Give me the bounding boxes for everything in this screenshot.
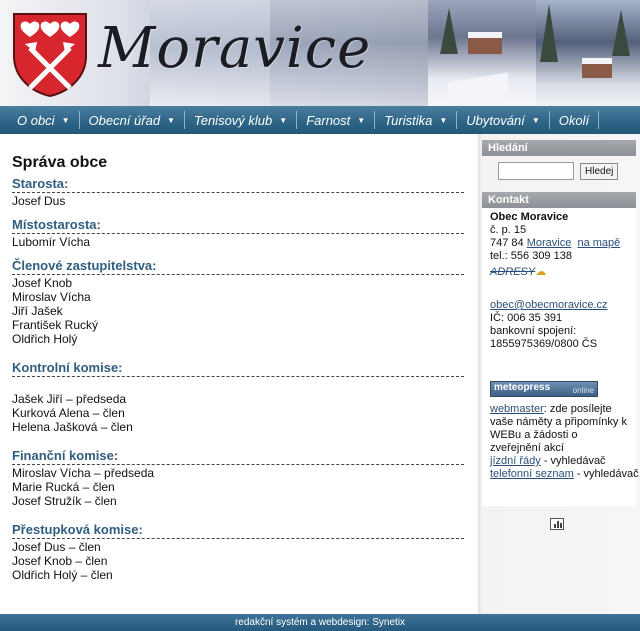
list-item: Jiří Jašek: [12, 304, 63, 318]
tree-icon: [540, 4, 558, 62]
caret-down-icon: ▼: [531, 115, 540, 125]
phonebook-row: [490, 468, 639, 481]
section-clenove-zastupitelstva: [12, 258, 464, 346]
nav-item-okoli[interactable]: [550, 106, 598, 134]
section-heading: Členové zastupitelstva:: [12, 258, 464, 275]
town-link[interactable]: Moravice: [526, 237, 572, 249]
people-list: [12, 235, 464, 249]
list-item: Miroslav Vícha: [12, 290, 91, 304]
map-link[interactable]: na mapě: [577, 237, 621, 249]
section-prestupkova-komise: [12, 522, 464, 582]
list-item: Miroslav Vícha – předseda: [12, 466, 155, 480]
header-banner: [0, 0, 640, 106]
list-item: Jašek Jiří – předseda: [12, 392, 127, 406]
search-button[interactable]: Hledej: [580, 163, 618, 180]
nav-item-label: O obci: [17, 112, 55, 128]
cloud-sun-icon: ☁: [535, 266, 547, 278]
nav-item-farnost[interactable]: [297, 106, 374, 134]
footer: [0, 614, 640, 631]
nav-item-label: Obecní úřad: [88, 112, 161, 128]
section-financni-komise: [12, 448, 464, 508]
list-item: Josef Dus: [12, 194, 66, 208]
caret-down-icon: ▼: [279, 115, 288, 125]
tree-icon: [440, 8, 458, 54]
search-box: [482, 140, 636, 180]
footer-text[interactable]: redakční systém a webdesign: Synetix: [234, 617, 406, 628]
nav-item-label: Turistika: [384, 112, 433, 128]
webmaster-text: : zde posílejte vaše náměty a připomínky k WEBu a žádosti o zveřejnění akcí: [490, 403, 627, 454]
bank-label: bankovní spojení:: [490, 325, 577, 337]
nav-item-obecni-urad[interactable]: [80, 106, 184, 134]
search-input[interactable]: [498, 162, 574, 180]
list-item: Josef Stružík – člen: [12, 494, 117, 508]
list-item: Lubomír Vícha: [12, 235, 91, 249]
nav-item-tenisovy-klub[interactable]: [185, 106, 296, 134]
email-row: [490, 299, 628, 312]
section-heading: Kontrolní komise:: [12, 360, 464, 377]
list-item: Josef Knob: [12, 276, 73, 290]
caret-down-icon: ▼: [357, 115, 366, 125]
nav-item-label: Ubytování: [466, 112, 525, 128]
nav-item-o-obci[interactable]: [8, 106, 79, 134]
main-content: [0, 134, 478, 614]
contact-box: [482, 192, 639, 506]
caret-down-icon: ▼: [439, 115, 448, 125]
tree-icon: [612, 10, 630, 56]
people-list: [12, 466, 464, 508]
nav-divider: [598, 111, 599, 129]
people-list: [12, 194, 464, 208]
meteopress-label: meteopress: [494, 382, 551, 393]
contact-postcode: 747 84: [490, 237, 524, 249]
list-item: František Rucký: [12, 318, 99, 332]
people-list: [12, 392, 464, 434]
webmaster-row: [490, 403, 628, 455]
caret-down-icon: ▼: [61, 115, 70, 125]
nav-item-label: Okolí: [558, 112, 590, 128]
contact-address: č. p. 15: [490, 224, 527, 236]
section-heading: Starosta:: [12, 176, 464, 193]
house-icon: [582, 58, 612, 78]
stats-chart-icon[interactable]: [550, 518, 564, 530]
timetable-text: - vyhledávač: [540, 455, 606, 467]
meteopress-sub: online: [572, 386, 594, 395]
coat-of-arms-icon[interactable]: [12, 12, 88, 98]
house-icon: [468, 32, 502, 54]
list-item: Oldřich Holý – člen: [12, 568, 113, 582]
bank-account: 1855975369/0800 ČS: [490, 338, 598, 350]
list-item: Helena Jašková – člen: [12, 420, 133, 434]
contact-name: Obec Moravice: [490, 211, 569, 223]
contact-phone: tel.: 556 309 138: [490, 250, 572, 262]
nav-item-turistika[interactable]: [375, 106, 456, 134]
people-list: [12, 540, 464, 582]
list-item: Oldřich Holý: [12, 332, 78, 346]
contact-box-body: [482, 208, 639, 506]
caret-down-icon: ▼: [167, 115, 175, 125]
phonebook-link[interactable]: telefonní seznam: [490, 468, 574, 480]
contact-town-row: [490, 237, 628, 250]
meteopress-banner[interactable]: [490, 381, 598, 397]
sidebar: [478, 134, 640, 614]
webmaster-link[interactable]: webmaster: [490, 403, 544, 415]
section-kontrolni-komise: [12, 360, 464, 434]
main-nav: [0, 106, 640, 134]
search-box-title: Hledání: [482, 140, 636, 156]
nav-item-label: Tenisový klub: [193, 112, 273, 128]
section-heading: Přestupková komise:: [12, 522, 464, 539]
section-heading: Místostarosta:: [12, 217, 464, 234]
page-title: Správa obce: [12, 154, 108, 171]
timetable-row: [490, 455, 628, 468]
list-item: Kurková Alena – člen: [12, 406, 125, 420]
phonebook-text: - vyhledávač: [573, 468, 639, 480]
list-item: Josef Knob – člen: [12, 554, 108, 568]
site-name: Moravice: [98, 16, 372, 81]
list-item: Marie Rucká – člen: [12, 480, 115, 494]
contact-box-title: Kontakt: [482, 192, 636, 208]
nav-item-ubytovani[interactable]: [457, 106, 548, 134]
people-list: [12, 276, 464, 346]
addresses-row: [490, 266, 628, 279]
section-heading: Finanční komise:: [12, 448, 464, 465]
email-link[interactable]: obec@obecmoravice.cz: [490, 299, 608, 311]
timetable-link[interactable]: jízdní řády: [490, 455, 541, 467]
section-mistostarosta: [12, 217, 464, 249]
search-row: [482, 156, 636, 180]
list-item: Josef Dus – člen: [12, 540, 101, 554]
contact-ico: IČ: 006 35 391: [490, 312, 563, 324]
section-starosta: [12, 176, 464, 208]
addresses-link[interactable]: ADRESY: [490, 266, 536, 278]
road-decoration: [448, 60, 508, 106]
nav-item-label: Farnost: [306, 112, 351, 128]
